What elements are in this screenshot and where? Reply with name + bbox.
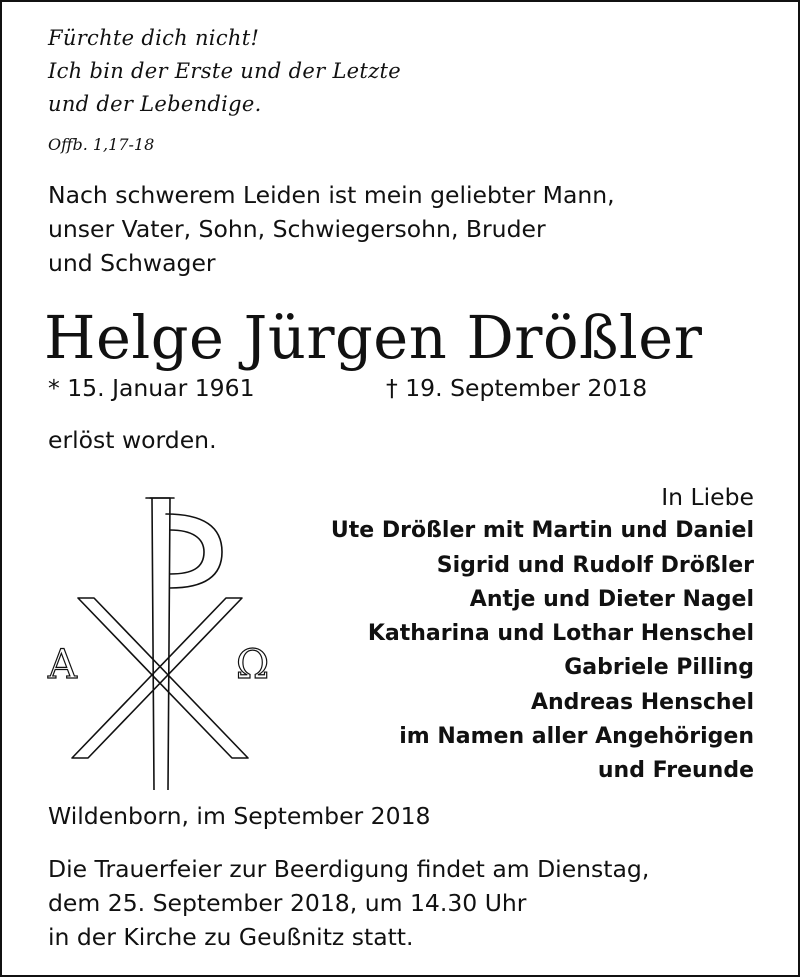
intro-line: Nach schwerem Leiden ist mein geliebter Mann, — [48, 181, 615, 209]
deceased-name: Helge Jürgen Drößler — [44, 303, 703, 372]
verse-line: Fürchte dich nicht! — [48, 26, 260, 50]
omega-symbol: Ω — [236, 642, 270, 688]
funeral-service-info — [48, 852, 649, 954]
alpha-symbol: A — [48, 642, 77, 688]
verse-line: und der Lebendige. — [48, 92, 262, 116]
service-line: Die Trauerfeier zur Beerdigung findet am Dienstag, — [48, 855, 650, 883]
death-date: † 19. September 2018 — [386, 374, 648, 402]
place-date: Wildenborn, im September 2018 — [48, 802, 431, 830]
mourner-name: und Freunde — [597, 758, 754, 784]
service-line: dem 25. September 2018, um 14.30 Uhr — [48, 889, 527, 917]
mourners-lead: In Liebe — [661, 483, 754, 511]
chi-rho-icon — [42, 490, 302, 790]
mourner-name: im Namen aller Angehörigen — [399, 724, 754, 750]
released-text: erlöst worden. — [48, 426, 217, 454]
intro-text — [48, 178, 615, 280]
mourners-list — [331, 480, 754, 789]
mourner-name: Gabriele Pilling — [564, 655, 754, 681]
mourner-name: Sigrid und Rudolf Drößler — [436, 552, 754, 578]
mourner-name: Katharina und Lothar Henschel — [367, 621, 754, 647]
birth-date: * 15. Januar 1961 — [48, 374, 255, 402]
bible-verse — [48, 22, 401, 121]
mourner-name: Antje und Dieter Nagel — [469, 586, 754, 612]
intro-line: unser Vater, Sohn, Schwiegersohn, Bruder — [48, 215, 546, 243]
verse-reference: Offb. 1,17-18 — [48, 135, 155, 154]
mourner-name: Andreas Henschel — [530, 689, 754, 715]
intro-line: und Schwager — [48, 249, 216, 277]
mourner-name: Ute Drößler mit Martin und Daniel — [330, 518, 754, 544]
verse-line: Ich bin der Erste und der Letzte — [48, 59, 401, 83]
service-line: in der Kirche zu Geußnitz statt. — [48, 923, 414, 951]
